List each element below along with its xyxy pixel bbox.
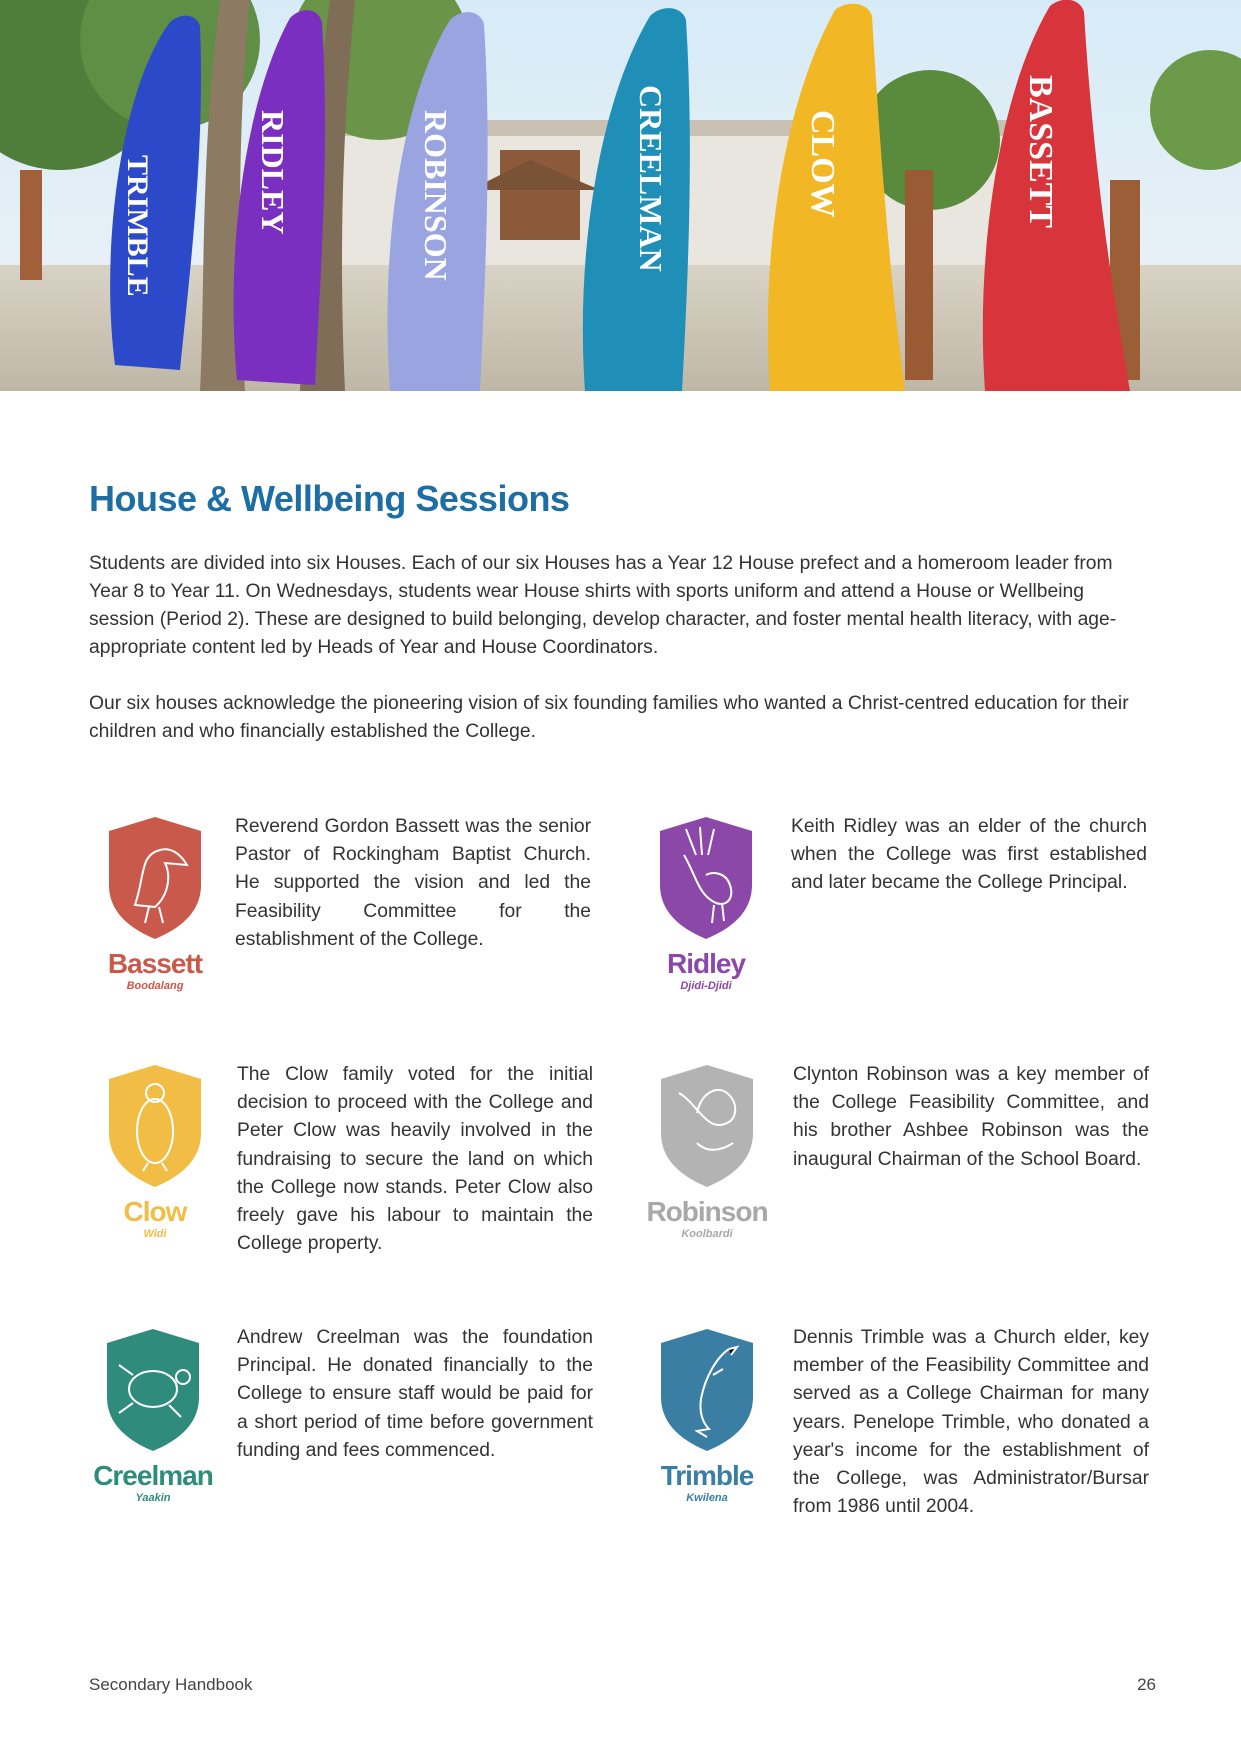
house-crest-trimble: [642, 1327, 772, 1527]
flag-label: RIDLEY: [255, 110, 291, 235]
house-name: Robinson: [646, 1196, 768, 1227]
hero-photo: [0, 0, 1241, 391]
house-subtitle: Kwilena: [686, 1492, 728, 1504]
flag-label: ROBINSON: [418, 110, 454, 281]
house-description-creelman: Andrew Creelman was the foundation Principal. He donated financially to the College to ensure staff would be paid for a short period of time before government funding and fees commenced.: [237, 1327, 593, 1461]
house-name: Clow: [123, 1196, 187, 1227]
page-number: 26: [1137, 1675, 1156, 1694]
house-crest-robinson: [642, 1063, 772, 1263]
flag-label: TRIMBLE: [121, 155, 154, 297]
house-crest-ridley: [641, 815, 771, 1015]
house-description-clow: The Clow family voted for the initial decision to proceed with the College and Peter Clow was heavily involved in the fundraising to secure the land on which the College now stands. Peter Clow also freely gave his labour to maintain the College property.: [237, 1064, 593, 1255]
intro-paragraph: Our six houses acknowledge the pioneering vision of six founding families who wanted a Christ-centred education for their children and who financially established the College.: [89, 693, 1129, 742]
flag-label: BASSETT: [1022, 75, 1059, 229]
pelican-icon: [105, 815, 205, 941]
house-description-bassett: Reverend Gordon Bassett was the senior Pastor of Rockingham Baptist Church. He supported the vision and led the Feasibility Committee for the establishment of the College.: [235, 816, 591, 950]
intro-paragraph: Students are divided into six Houses. Each of our six Houses has a Year 12 House prefect and a homeroom leader from Year 8 to Year 11. On Wednesdays, students wear House shirts with sports uniform and attend a House or Wellbeing session (Period 2). These are designed to build belonging, develop character, and foster mental health literacy, with age-appropriate content led by Heads of Year and House Coordinators.: [89, 553, 1117, 658]
house-crest-creelman: [88, 1327, 218, 1527]
house-name: Bassett: [107, 948, 203, 979]
house-name: Trimble: [660, 1460, 754, 1491]
house-crest-clow: [90, 1063, 220, 1263]
house-subtitle: Yaakin: [135, 1492, 171, 1504]
house-flags-illustration: [0, 0, 1241, 391]
flag-label: CREELMAN: [633, 85, 669, 272]
house-name: Creelman: [93, 1460, 213, 1491]
house-name: Ridley: [666, 948, 746, 979]
house-description-ridley: Keith Ridley was an elder of the church when the College was first established and later became the College Principal.: [791, 816, 1147, 894]
page-title: House & Wellbeing Sessions: [89, 478, 570, 519]
house-description-trimble: Dennis Trimble was a Church elder, key member of the Feasibility Committee and served as a College Chairman for many years. Penelope Trimble, who donated a year's income for the establishment of the College, was Administrator/Bursar from 1986 until 2004.: [793, 1327, 1149, 1518]
house-description-robinson: Clynton Robinson was a key member of the College Feasibility Committee, and his brother Ashbee Robinson was the inaugural Chairman of the School Board.: [793, 1064, 1149, 1170]
footer-document-title: Secondary Handbook: [89, 1675, 253, 1694]
penguin-icon: [105, 1063, 205, 1189]
willy-wagtail-icon: [656, 815, 756, 941]
house-crest-bassett: [90, 815, 220, 1015]
house-subtitle: Djidi-Djidi: [680, 980, 732, 992]
house-subtitle: Widi: [143, 1228, 167, 1240]
house-subtitle: Koolbardi: [681, 1228, 733, 1240]
house-subtitle: Boodalang: [126, 980, 184, 992]
flag-label: CLOW: [804, 110, 841, 218]
magpie-icon: [657, 1063, 757, 1189]
turtle-icon: [103, 1327, 203, 1453]
dolphin-icon: [657, 1327, 757, 1453]
